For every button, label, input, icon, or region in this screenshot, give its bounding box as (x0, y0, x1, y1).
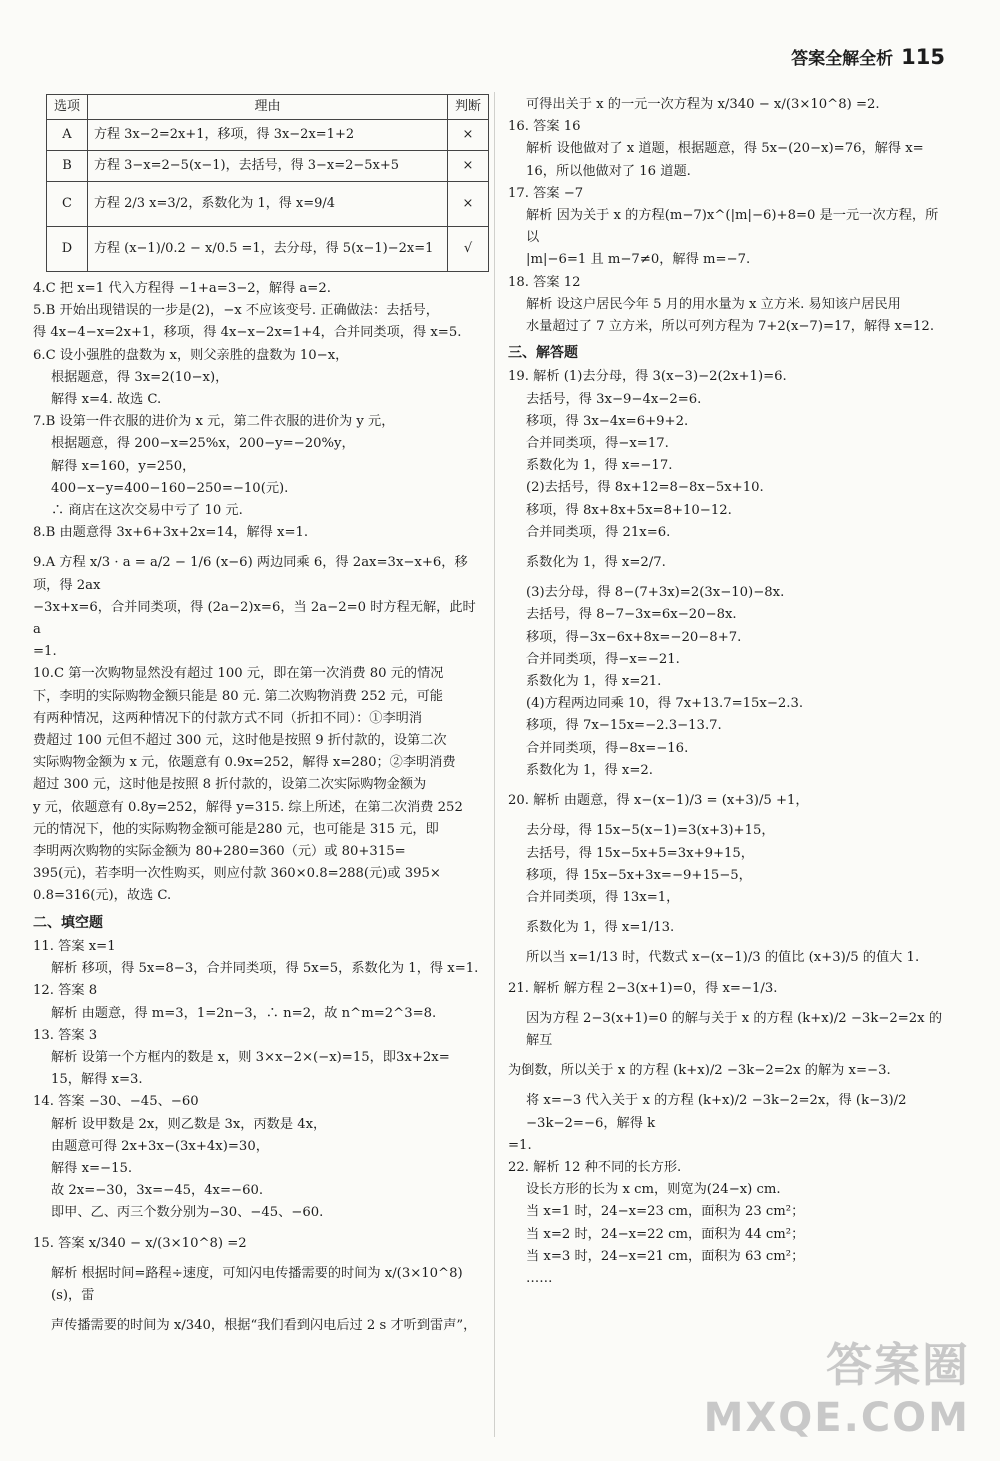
answer-10-cont: 李明两次购物的实际金额为 80+280=360（元）或 80+315= (33, 844, 406, 860)
table-header-cell: 选项 (47, 95, 88, 120)
answer-10-cont: 实际购物金额为 x 元，依题意有 0.9x=252，解得 x=280；②李明消费 (33, 755, 456, 771)
solution-step: 移项，得 3x−4x=6+9+2. (526, 413, 689, 429)
solution-step: 合并同类项，得 13x=1， (526, 889, 680, 905)
answer-11: 11. 答案 x=1 (33, 938, 116, 954)
answer-6-cont: 解得 x=4. 故选 C. (51, 392, 162, 408)
table-cell: 方程 (x−1)/0.2 − x/0.5 =1，去分母，得 5(x−1)−2x=1 (88, 227, 448, 272)
solution-step: 去分母，得 15x−5(x−1)=3(x+3)+15， (526, 823, 775, 839)
solution-step: 去括号，得 3x−9−4x−2=6. (526, 391, 702, 407)
table-header-row (47, 95, 489, 120)
table-row (47, 227, 489, 272)
solution-step: 合并同类项，得−x=17. (526, 436, 669, 452)
right-column (508, 94, 948, 1290)
answer-9: 9.A 方程 x/3 · a = a/2 − 1/6 (x−6) 两边同乘 6，得 2ax=3x−x+6，移项，得 2ax (33, 555, 468, 593)
analysis-15-end: 可得出关于 x 的一元一次方程为 x/340 − x/(3×10^8) =2. (526, 97, 880, 112)
solution-step: 移项，得 8x+8x+5x=8+10−12. (526, 502, 732, 518)
header-title: 答案全解全析 (791, 49, 894, 69)
solution-step: 合并同类项，得 21x=6. (526, 524, 671, 540)
solution-step: …… (526, 1270, 553, 1286)
solution-step: (4)方程两边同乘 10，得 7x+13.7=15x−2.3. (526, 696, 804, 712)
answer-7-cont: 解得 x=160，y=250， (51, 458, 196, 474)
table-cell: B (47, 151, 88, 182)
solution-step: 去括号，得 15x−5x+5=3x+9+15， (526, 845, 754, 861)
answer-4: 4.C 把 x=1 代入方程得 −1+a=3−2，解得 a=2. (33, 281, 331, 296)
solution-step: 移项，得 15x−5x+3x=−9+15−5， (526, 867, 752, 883)
solution-21: 21. 解析 解方程 2−3(x+1)=0，得 x=−1/3. (508, 980, 778, 996)
answer-13: 13. 答案 3 (33, 1027, 98, 1043)
solution-step: 设长方形的长为 x cm，则宽为(24−x) cm. (526, 1182, 781, 1198)
solution-step: 系数化为 1，得 x=−17. (526, 458, 673, 474)
answer-8: 8.B 由题意得 3x+6+3x+2x=14，解得 x=1. (33, 525, 309, 541)
solution-step: 因为方程 2−3(x+1)=0 的解与关于 x 的方程 (k+x)/2 −3k−2=2x 的解互 (526, 1010, 943, 1048)
table-row (47, 151, 489, 182)
column-divider (494, 92, 495, 1437)
answer-7-cont: 400−x−y=400−160−250=−10(元). (51, 480, 289, 496)
answer-10-cont: 费超过 100 元但不超过 300 元，这时他是按照 9 折付款的，设第二次 (33, 733, 447, 749)
answer-17: 17. 答案 −7 (508, 185, 584, 201)
analysis-17: 解析 因为关于 x 的方程(m−7)x^(|m|−6)+8=0 是一元一次方程，所以 (526, 208, 939, 246)
solution-step: 系数化为 1，得 x=1/13. (526, 920, 675, 936)
table-header-cell: 理由 (88, 95, 448, 120)
page-number: 115 (901, 45, 945, 69)
analysis-14: 解析 设甲数是 2x，则乙数是 3x，丙数是 4x， (51, 1116, 327, 1132)
analysis-16: 解析 设他做对了 x 道题，根据题意，得 5x−(20−x)=76，解得 x= (526, 141, 924, 157)
solution-step: =1. (508, 1137, 532, 1153)
watermark-en: MXQE.COM (703, 1395, 970, 1441)
solution-step: 系数化为 1，得 x=2. (526, 762, 653, 778)
solution-step: 当 x=2 时，24−x=22 cm，面积为 44 cm²； (526, 1226, 805, 1242)
section-title: 二、填空题 (33, 914, 103, 931)
table-cell: D (47, 227, 88, 272)
analysis-17-cont: |m|−6=1 且 m−7≠0，解得 m=−7. (526, 252, 751, 268)
site-watermark (704, 1329, 970, 1441)
analysis-12: 解析 由题意，得 m=3，1=2n−3，∴ n=2，故 n^m=2^3=8. (51, 1005, 437, 1021)
page-header (791, 44, 945, 69)
watermark-cn: 答案圈 (826, 1338, 970, 1392)
solution-step: 系数化为 1，得 x=2/7. (526, 555, 666, 571)
answer-10: 10.C 第一次购物显然没有超过 100 元，即在第一次消费 80 元的情况 (33, 666, 444, 682)
analysis-14-cont: 解得 x=−15. (51, 1160, 133, 1176)
solution-step: 移项，得−3x−6x+8x=−20−8+7. (526, 629, 742, 645)
solution-step: (3)去分母，得 8−(7+3x)=2(3x−10)−8x. (526, 585, 785, 601)
solution-20: 20. 解析 由题意，得 x−(x−1)/3 = (x+3)/5 +1， (508, 793, 809, 809)
answer-9-cont: =1. (33, 644, 57, 660)
solution-step: 当 x=1 时，24−x=23 cm，面积为 23 cm²； (526, 1204, 805, 1220)
section-title: 三、解答题 (508, 345, 578, 362)
answer-5-cont: 得 4x−4−x=2x+1，移项，得 4x−x−2x=1+4，合并同类项，得 x=5. (33, 325, 462, 341)
solution-19: 19. 解析 (1)去分母，得 3(x−3)−2(2x+1)=6. (508, 369, 787, 385)
analysis-14-cont: 即甲、乙、丙三个数分别为−30、−45、−60. (51, 1205, 324, 1221)
analysis-13: 解析 设第一个方框内的数是 x，则 3×x−2×(−x)=15，即3x+2x= (51, 1049, 450, 1065)
analysis-11: 解析 移项，得 5x=8−3，合并同类项，得 5x=5，系数化为 1，得 x=1. (51, 961, 479, 977)
solution-step: (2)去括号，得 8x+12=8−8x−5x+10. (526, 480, 764, 496)
answer-10-cont: 0.8=316(元)，故选 C. (33, 888, 172, 904)
analysis-14-cont: 由题意可得 2x+3x−(3x+4x)=30， (51, 1138, 269, 1154)
answer-10-cont: 元的情况下，他的实际购物金额可能是280 元，也可能是 315 元，即 (33, 821, 439, 837)
solution-step: 为倒数，所以关于 x 的方程 (k+x)/2 −3k−2=2x 的解为 x=−3. (508, 1063, 891, 1079)
answer-12: 12. 答案 8 (33, 983, 98, 999)
table-cell: 方程 3−x=2−5(x−1)，去括号，得 3−x=2−5x+5 (88, 151, 448, 182)
analysis-15: 解析 根据时间=路程÷速度，可知闪电传播需要的时间为 x/(3×10^8)(s)，雷 (51, 1265, 463, 1303)
solution-step: 合并同类项，得−8x=−16. (526, 740, 689, 756)
left-column (33, 94, 483, 1337)
solution-step: 系数化为 1，得 x=21. (526, 674, 662, 690)
answer-7-cont: ∴ 商店在这次交易中亏了 10 元. (51, 503, 243, 519)
analysis-18: 解析 设这户居民今年 5 月的用水量为 x 立方米. 易知该户居民用 (526, 296, 901, 312)
answer-5: 5.B 开始出现错误的一步是(2)，−x 不应该变号. 正确做法：去括号， (33, 303, 439, 319)
table-cell: × (448, 151, 489, 182)
analysis-13-cont: 15，解得 x=3. (51, 1072, 143, 1088)
solution-step: 合并同类项，得−x=−21. (526, 651, 680, 667)
answer-7: 7.B 设第一件衣服的进价为 x 元，第二件衣服的进价为 y 元， (33, 414, 395, 430)
answer-15: 15. 答案 x/340 − x/(3×10^8) =2 (33, 1235, 247, 1251)
answer-6-cont: 根据题意，得 3x=2(10−x)， (51, 369, 229, 385)
answer-10-cont: 有两种情况，这两种情况下的付款方式不同（折扣不同）：①李明消 (33, 710, 423, 726)
answer-10-cont: y 元，依题意有 0.8y=252，解得 y=315. 综上所述，在第二次消费 252 (33, 799, 463, 815)
analysis-18-cont: 水量超过了 7 立方米，所以可列方程为 7+2(x−7)=17，解得 x=12. (526, 319, 935, 335)
table-row (47, 182, 489, 227)
answer-16: 16. 答案 16 (508, 119, 581, 135)
analysis-15-cont: 声传播需要的时间为 x/340，根据“我们看到闪电后过 2 s 才听到雷声”， (51, 1318, 477, 1334)
solution-step: 将 x=−3 代入关于 x 的方程 (k+x)/2 −3k−2=2x，得 (k−3)/2 −3k−2=−6，解得 k (526, 1093, 907, 1131)
table-cell: 方程 2/3 x=3/2，系数化为 1，得 x=9/4 (88, 182, 448, 227)
solution-22: 22. 解析 12 种不同的长方形. (508, 1159, 682, 1175)
analysis-14-cont: 故 2x=−30，3x=−45，4x=−60. (51, 1183, 264, 1199)
table-header-cell: 判断 (448, 95, 489, 120)
solution-step: 去括号，得 8−7−3x=6x−20−8x. (526, 607, 737, 623)
table-cell: × (448, 182, 489, 227)
answer-18: 18. 答案 12 (508, 274, 581, 290)
table-cell: 方程 3x−2=2x+1，移项，得 3x−2x=1+2 (88, 120, 448, 151)
answer-9-cont: −3x+x=6，合并同类项，得 (2a−2)x=6，当 2a−2=0 时方程无解，此时 a (33, 599, 476, 638)
answer-14: 14. 答案 −30、−45、−60 (33, 1094, 199, 1110)
answer-7-cont: 根据题意，得 200−x=25%x，200−y=−20%y， (51, 436, 355, 452)
table-row (47, 120, 489, 151)
solution-step: 移项，得 7x−15x=−2.3−13.7. (526, 718, 722, 734)
table-cell: A (47, 120, 88, 151)
analysis-16-cont: 16，所以他做对了 16 道题. (526, 163, 691, 179)
solution-step: 当 x=3 时，24−x=21 cm，面积为 63 cm²； (526, 1248, 805, 1264)
table-cell: × (448, 120, 489, 151)
answer-6: 6.C 设小强胜的盘数为 x，则父亲胜的盘数为 10−x， (33, 347, 349, 363)
judgement-table (46, 94, 489, 272)
answer-10-cont: 下，李明的实际购物金额只能是 80 元. 第二次购物消费 252 元，可能 (33, 688, 443, 704)
table-cell: C (47, 182, 88, 227)
answer-10-cont: 395(元)，若李明一次性购买，则应付款 360×0.8=288(元)或 395× (33, 866, 441, 882)
answer-10-cont: 超过 300 元，这时他是按照 8 折付款的，设第二次实际购物金额为 (33, 777, 427, 793)
solution-step: 所以当 x=1/13 时，代数式 x−(x−1)/3 的值比 (x+3)/5 的值大 1. (526, 950, 920, 966)
table-cell: √ (448, 227, 489, 272)
